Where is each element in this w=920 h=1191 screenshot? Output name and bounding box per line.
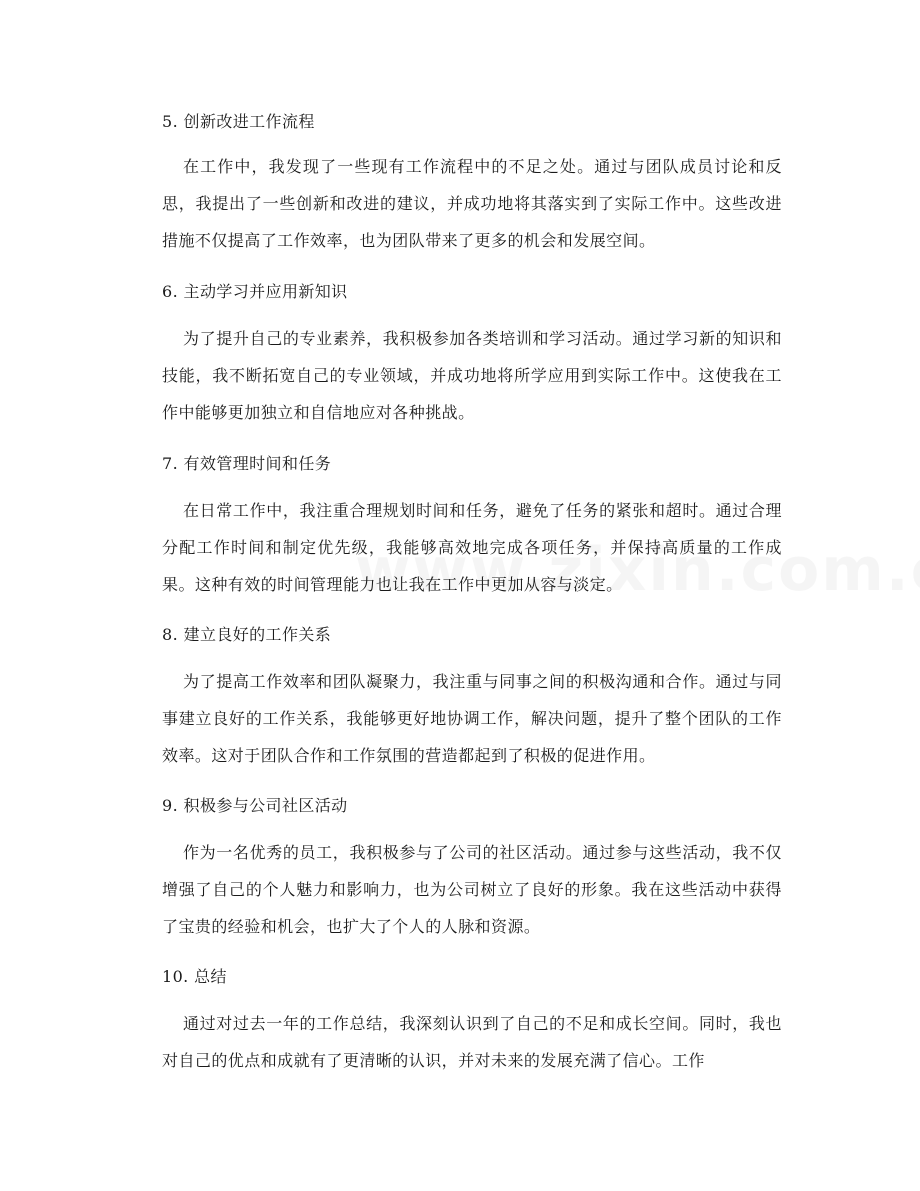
section-body-6: 为了提升自己的专业素养，我积极参加各类培训和学习活动。通过学习新的知识和技能，我不断拓宽自己的专业领域，并成功地将所学应用到实际工作中。这使我在工作中能够更加独立和自信地应对各种挑战。 (162, 329, 782, 422)
section-body-10: 通过对过去一年的工作总结，我深刻认识到了自己的不足和成长空间。同时，我也对自己的优点和成就有了更清晰的认识，并对未来的发展充满了信心。工作 (162, 1014, 782, 1070)
section-body-7: 在日常工作中，我注重合理规划时间和任务，避免了任务的紧张和超时。通过合理分配工作时间和制定优先级，我能够高效地完成各项任务，并保持高质量的工作成果。这种有效的时间管理能力也让我在工作中更加从容与淡定。 (162, 501, 782, 594)
section-heading-10: 10. 总结 (162, 967, 227, 986)
section-body-9: 作为一名优秀的员工，我积极参与了公司的社区活动。通过参与这些活动，我不仅增强了自己的个人魅力和影响力，也为公司树立了良好的形象。我在这些活动中获得了宝贵的经验和机会，也扩大了个人的人脉和资源。 (162, 843, 782, 936)
section-heading-8: 8. 建立良好的工作关系 (162, 625, 332, 644)
section-heading-5: 5. 创新改进工作流程 (162, 112, 315, 131)
section-heading-7: 7. 有效管理时间和任务 (162, 454, 332, 473)
section-heading-6: 6. 主动学习并应用新知识 (162, 282, 348, 301)
section-heading-9: 9. 积极参与公司社区活动 (162, 796, 348, 815)
section-body-8: 为了提高工作效率和团队凝聚力，我注重与同事之间的积极沟通和合作。通过与同事建立良好的工作关系，我能够更好地协调工作，解决问题，提升了整个团队的工作效率。这对于团队合作和工作氛围的营造都起到了积极的促进作用。 (162, 672, 782, 765)
section-body-5: 在工作中，我发现了一些现有工作流程中的不足之处。通过与团队成员讨论和反思，我提出了一些创新和改进的建议，并成功地将其落实到了实际工作中。这些改进措施不仅提高了工作效率，也为团队带来了更多的机会和发展空间。 (162, 157, 782, 250)
